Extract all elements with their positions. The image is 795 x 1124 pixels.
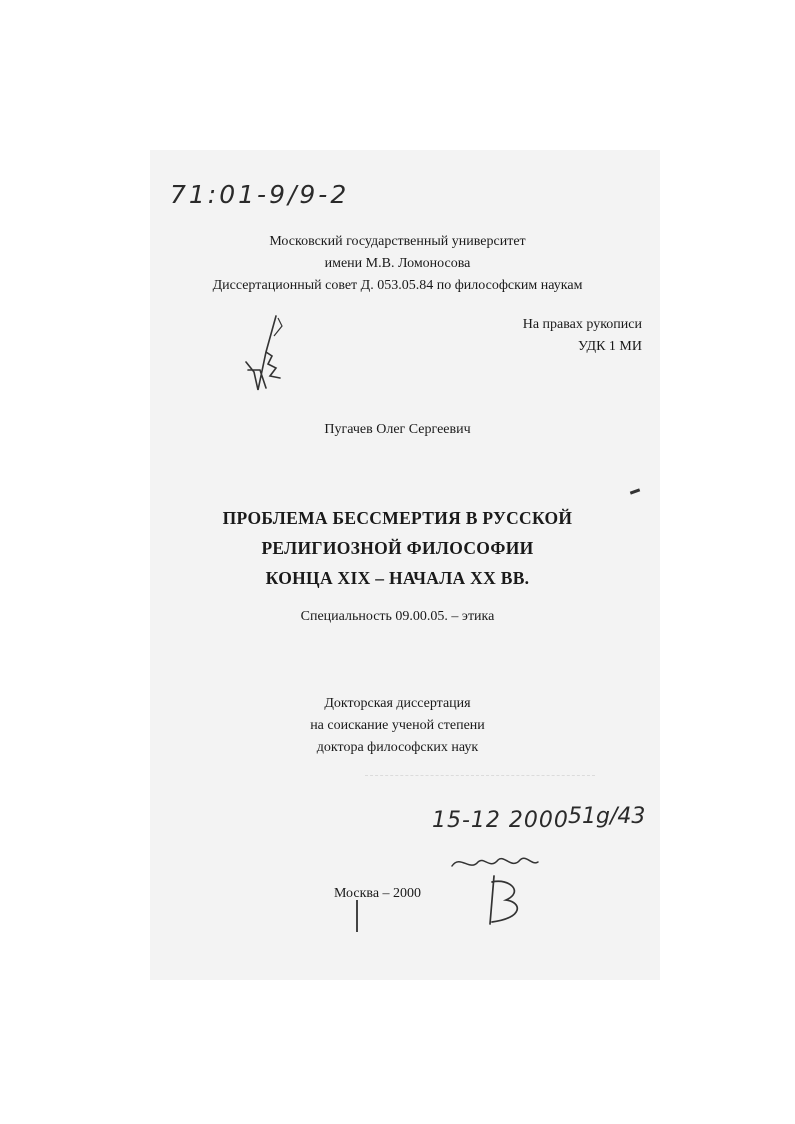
- dissertation-title: [0, 503, 795, 593]
- handwritten-date: 15-12 2000: [432, 808, 569, 833]
- institution-block: [0, 231, 795, 297]
- rights-line-1: На правах рукописи: [522, 317, 642, 332]
- degree-block: [0, 693, 795, 759]
- institution-line-3: Диссертационный совет Д. 053.05.84 по философским наукам: [212, 278, 583, 293]
- margin-mark: [356, 900, 358, 932]
- degree-line-3: доктора философских наук: [316, 740, 479, 755]
- rights-block: [523, 314, 642, 358]
- archive-code-handwritten: 71:01-9/9-2: [170, 180, 350, 209]
- title-line-3: КОНЦА XIX – НАЧАЛА XX ВВ.: [265, 568, 530, 588]
- degree-line-1: Докторская диссертация: [324, 696, 471, 711]
- specialty: Специальность 09.00.05. – этика: [300, 609, 495, 624]
- institution-line-2: имени М.В. Ломоносова: [324, 256, 471, 271]
- rights-line-2: УДК 1 МИ: [578, 339, 642, 354]
- handwritten-reference: 51g/43: [568, 804, 646, 829]
- author-name: Пугачев Олег Сергеевич: [324, 422, 471, 437]
- title-line-2: РЕЛИГИОЗНОЙ ФИЛОСОФИИ: [261, 538, 534, 558]
- institution-line-1: Московский государственный университет: [269, 234, 526, 249]
- title-line-1: ПРОБЛЕМА БЕССМЕРТИЯ В РУССКОЙ: [222, 508, 573, 528]
- degree-line-2: на соискание ученой степени: [310, 718, 485, 733]
- signature-left: [236, 312, 296, 402]
- city-year: Москва – 2000: [333, 886, 422, 901]
